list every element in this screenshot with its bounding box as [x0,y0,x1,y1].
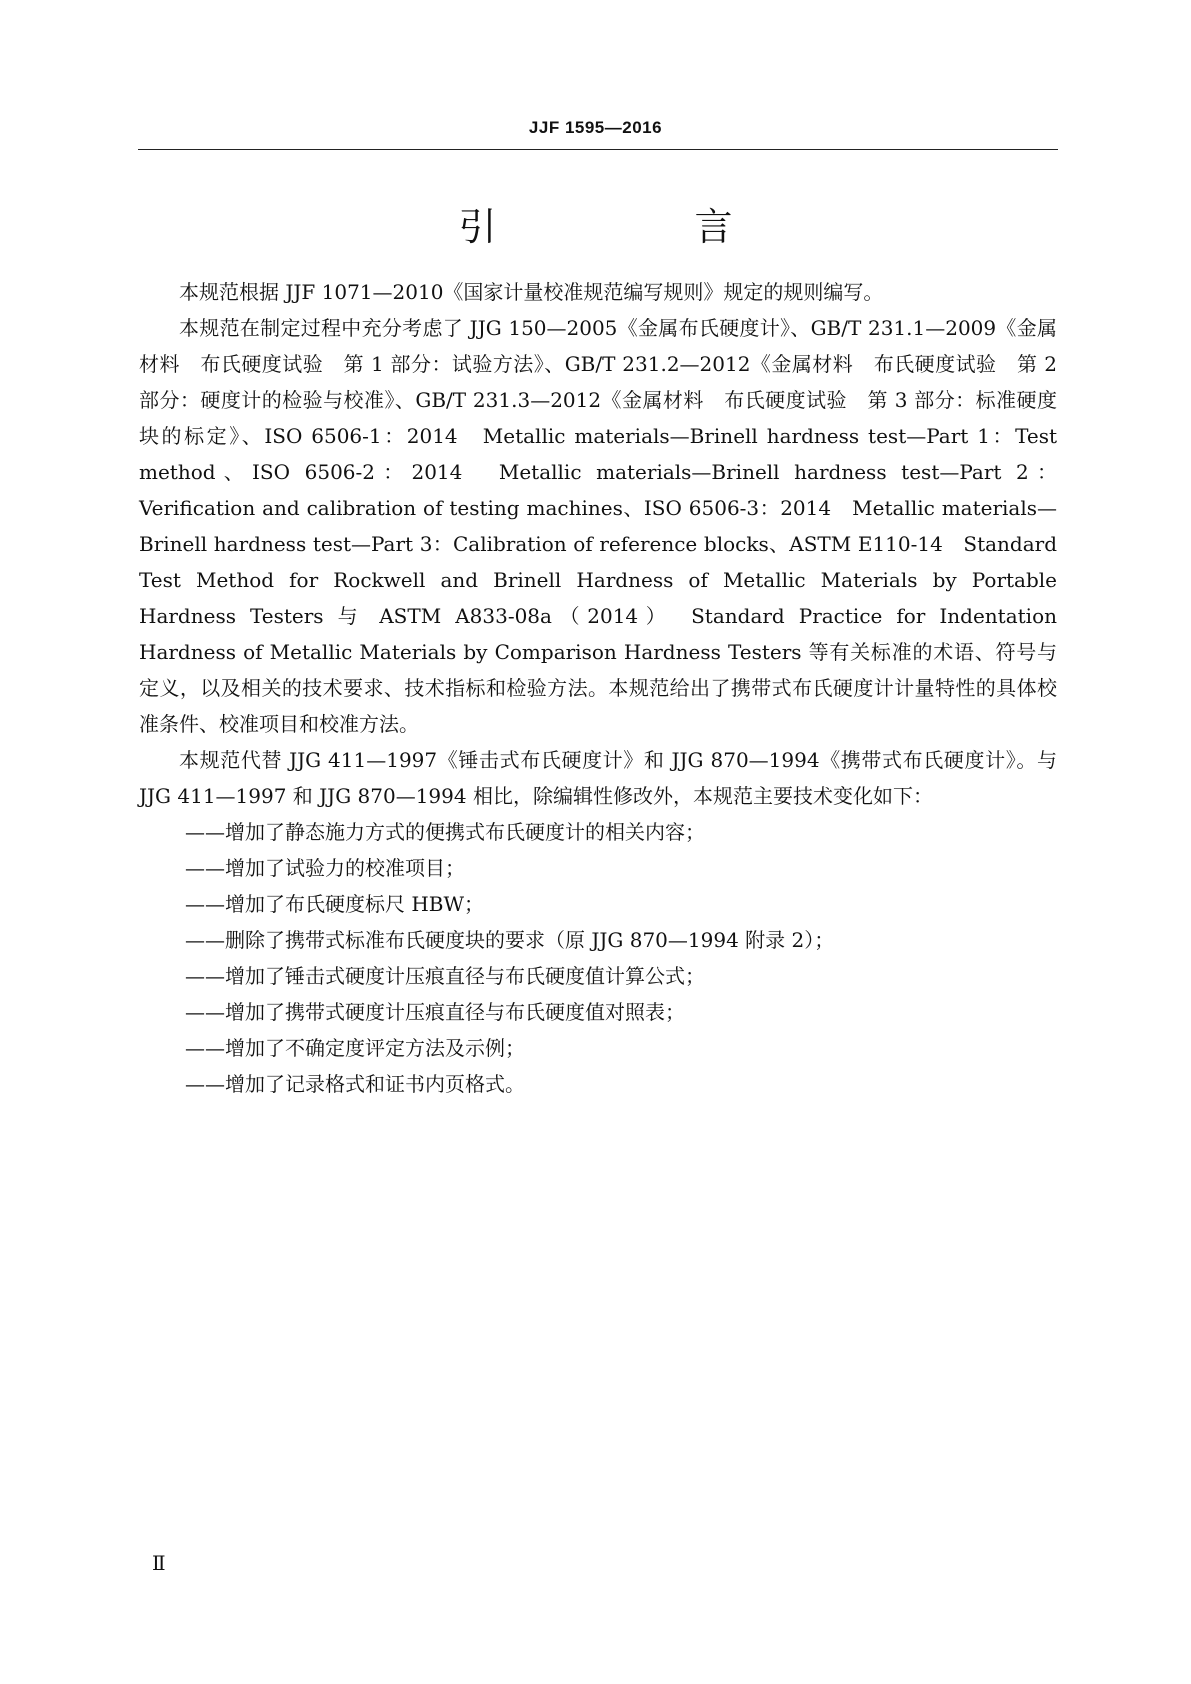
changes-list [139,814,1057,1102]
paragraph-references: 本规范在制定过程中充分考虑了 JJG 150—2005《金属布氏硬度计》、GB/T 231.1—2009《金属材料 布氏硬度试验 第 1 部分：试验方法》、GB/T 231.2—2012《金属材料 布氏硬度试验 第 2 部分：硬度计的检验与校准》、GB/T 231.3—2012《金属材料 布氏硬度试验 第 3 部分：标准硬度块的标定》、ISO 6506-1：2014 Metallic materials—Brinell hardness test—Part 1：Test method、ISO 6506-2：2014 Metallic materials—Brinell hardness test—Part 2：Verification and calibration of testing machines、ISO 6506-3：2014 Metallic materials—Brinell hardness test—Part 3：Calibration of reference blocks、ASTM E110-14 Standard Test Method for Rockwell and Brinell Hardness of Metallic Materials by Portable Hardness Testers 与 ASTM A833-08a（2014） Standard Practice for Indentation Hardness of Metallic Materials by Comparison Hardness Testers 等有关标准的术语、符号与定义，以及相关的技术要求、技术指标和检验方法。本规范给出了携带式布氏硬度计计量特性的具体校准条件、校准项目和校准方法。 [139,316,1057,736]
paragraph-replacement: 本规范代替 JJG 411—1997《锤击式布氏硬度计》和 JJG 870—1994《携带式布氏硬度计》。与 JJG 411—1997 和 JJG 870—1994 相比，除编辑性修改外，本规范主要技术变化如下： [139,748,1057,808]
page-number: Ⅱ [152,1551,166,1575]
list-item: ——增加了试验力的校准项目； [185,856,465,880]
list-item: ——增加了记录格式和证书内页格式。 [185,1072,525,1096]
document-body [139,274,1057,1102]
list-item: ——删除了携带式标准布氏硬度块的要求（原 JJG 870—1994 附录 2）； [185,928,835,952]
document-code-header: JJF 1595—2016 [528,118,663,137]
list-item: ——增加了静态施力方式的便携式布氏硬度计的相关内容； [185,820,705,844]
header-rule [138,149,1058,150]
list-item: ——增加了锤击式硬度计压痕直径与布氏硬度值计算公式； [185,964,705,988]
list-item: ——增加了布氏硬度标尺 HBW； [185,892,485,916]
list-item: ——增加了不确定度评定方法及示例； [185,1036,525,1060]
paragraph-basis: 本规范根据 JJF 1071—2010《国家计量校准规范编写规则》规定的规则编写。 [179,280,884,304]
list-item: ——增加了携带式硬度计压痕直径与布氏硬度值对照表； [185,1000,685,1024]
section-title: 引 言 [458,205,813,249]
